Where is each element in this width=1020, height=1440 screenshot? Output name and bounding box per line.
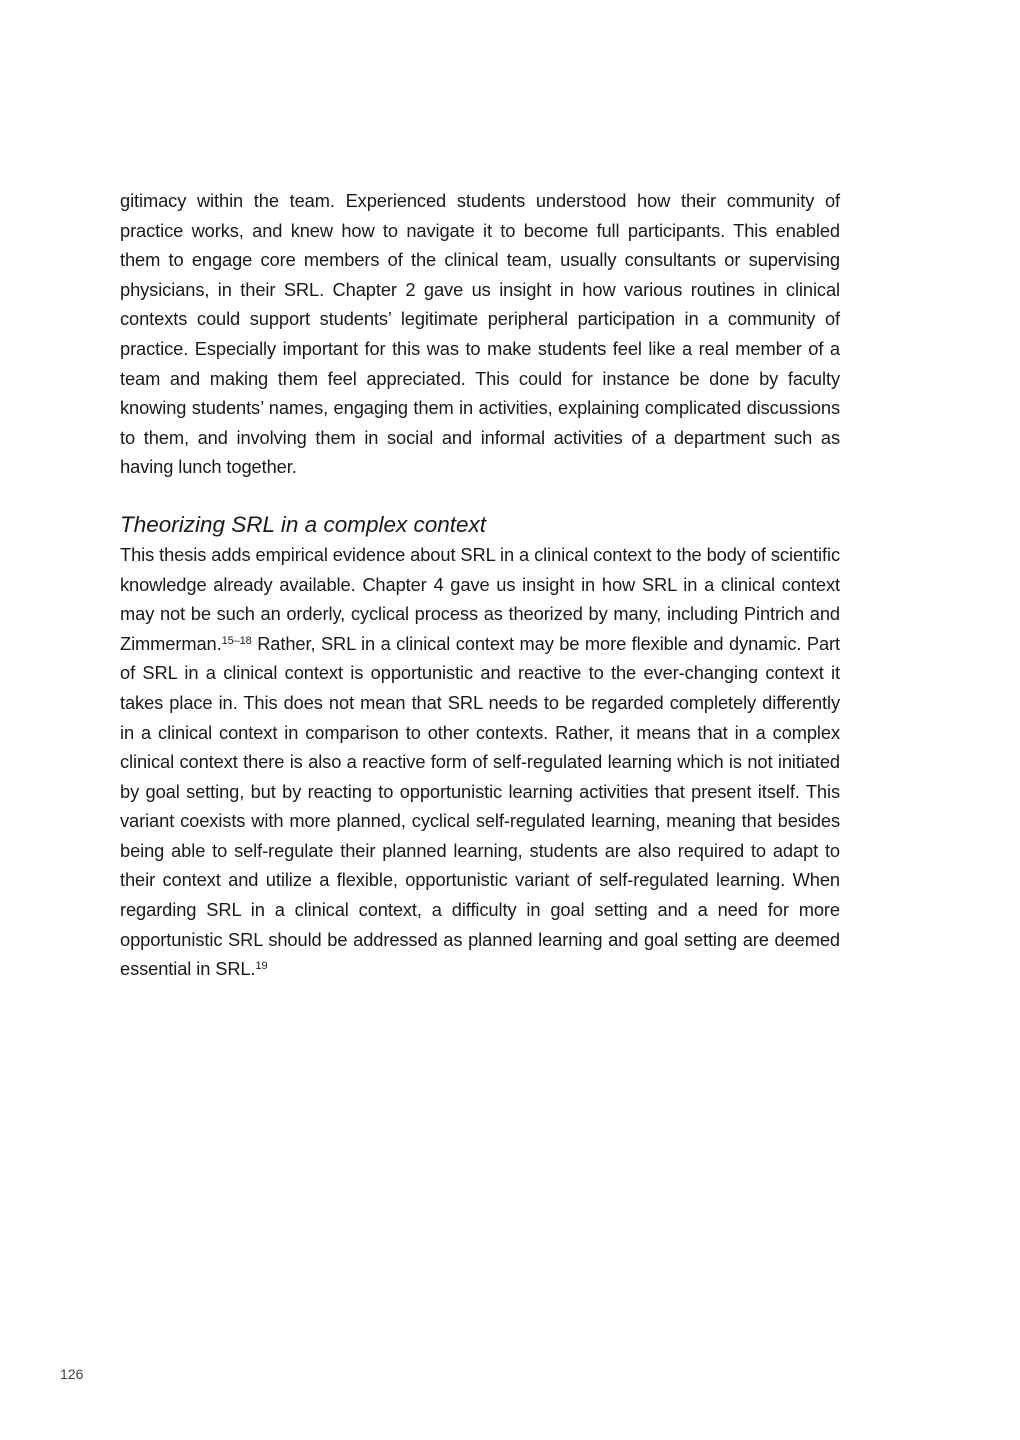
paragraph-text: This thesis adds empirical evidence about SRL in a clinical context to the body of scientific knowledge already available. Chapter 4 gave us insight in how SRL in a clinical context may not be such an orderly, cyclical process as theorized by many, including Pintrich and Zimmerman. <box>120 543 840 654</box>
page-body <box>120 186 840 984</box>
citation-superscript: 15–18 <box>221 634 252 647</box>
section-heading: Theorizing SRL in a complex context <box>120 511 487 537</box>
body-paragraph: gitimacy within the team. Experienced students understood how their community of practice works, and knew how to navigate it to become full participants. This enabled them to engage core members of the clinical team, usually consultants or supervising physicians, in their SRL. Chapter 2 gave us insight in how various routines in clinical contexts could support students’ legitimate peripheral participation in a community of practice. Especially important for this was to make students feel like a real member of a team and making them feel appreciated. This could for instance be done by faculty knowing students’ names, engaging them in activities, explaining complicated discussions to them, and involving them in social and informal activities of a department such as having lunch together. <box>120 190 840 478</box>
body-paragraph-theorizing <box>120 540 840 984</box>
citation-superscript: 19 <box>255 960 268 973</box>
paragraph-text: Rather, SRL in a clinical context may be more flexible and dynamic. Part of SRL in a clinical context is opportunistic and reactive to the ever-changing context it takes place in. This does not mean that SRL needs to be regarded completely differently in a clinical context in comparison to other contexts. Rather, it means that in a complex clinical context there is also a reactive form of self-regulated learning which is not initiated by goal setting, but by reacting to opportunistic learning activities that present itself. This variant coexists with more planned, cyclical self-regulated learning, meaning that besides being able to self-regulate their planned learning, students are also required to adapt to their context and utilize a flexible, opportunistic variant of self-regulated learning. When regarding SRL in a clinical context, a difficulty in goal setting and a need for more opportunistic SRL should be addressed as planned learning and goal setting are deemed essential in SRL. <box>120 632 840 980</box>
page-number: 126 <box>60 1366 84 1382</box>
